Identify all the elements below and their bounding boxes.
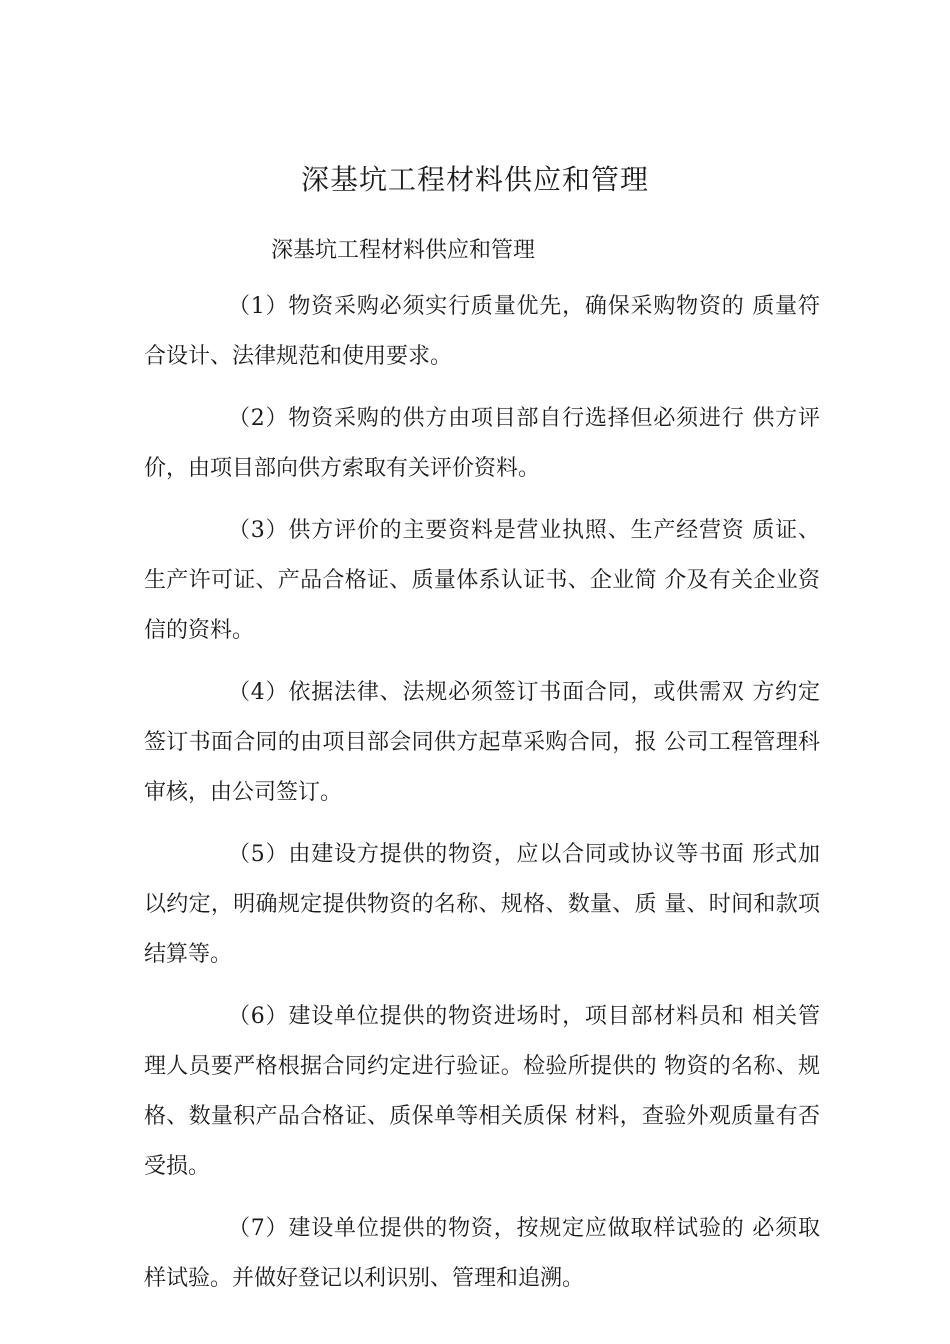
document-title: 深基坑工程材料供应和管理 xyxy=(300,163,649,196)
document-subtitle: 深基坑工程材料供应和管理 xyxy=(271,238,536,263)
paragraph-6: （6）建设单位提供的物资进场时，项目部材料员和 相关管理人员要严格根据合同约定进行验证。检验所提供的 物资的名称、规格、数量积产品合格证、质保单等相关质保 材料，查验外观质量有否受损。 xyxy=(144,1004,820,1179)
paragraph-4: （4）依据法律、法规必须签订书面合同，或供需双 方约定签订书面合同的由项目部会同供方起草采购合同，报 公司工程管理科审核，由公司签订。 xyxy=(144,680,820,805)
paragraph-1: （1）物资采购必须实行质量优先，确保采购物资的 质量符合设计、法律规范和使用要求。 xyxy=(144,294,820,369)
paragraph-3: （3）供方评价的主要资料是营业执照、生产经营资 质证、生产许可证、产品合格证、质量体系认证书、企业简 介及有关企业资信的资料。 xyxy=(144,518,820,643)
paragraph-5: （5）由建设方提供的物资，应以合同或协议等书面 形式加以约定，明确规定提供物资的名称、规格、数量、质 量、时间和款项结算等。 xyxy=(144,842,820,967)
paragraph-7: （7）建设单位提供的物资，按规定应做取样试验的 必须取样试验。并做好登记以利识别、管理和追溯。 xyxy=(144,1216,820,1291)
document-body xyxy=(144,232,820,1316)
paragraph-2: （2）物资采购的供方由项目部自行选择但必须进行 供方评价，由项目部向供方索取有关评价资料。 xyxy=(144,406,820,481)
